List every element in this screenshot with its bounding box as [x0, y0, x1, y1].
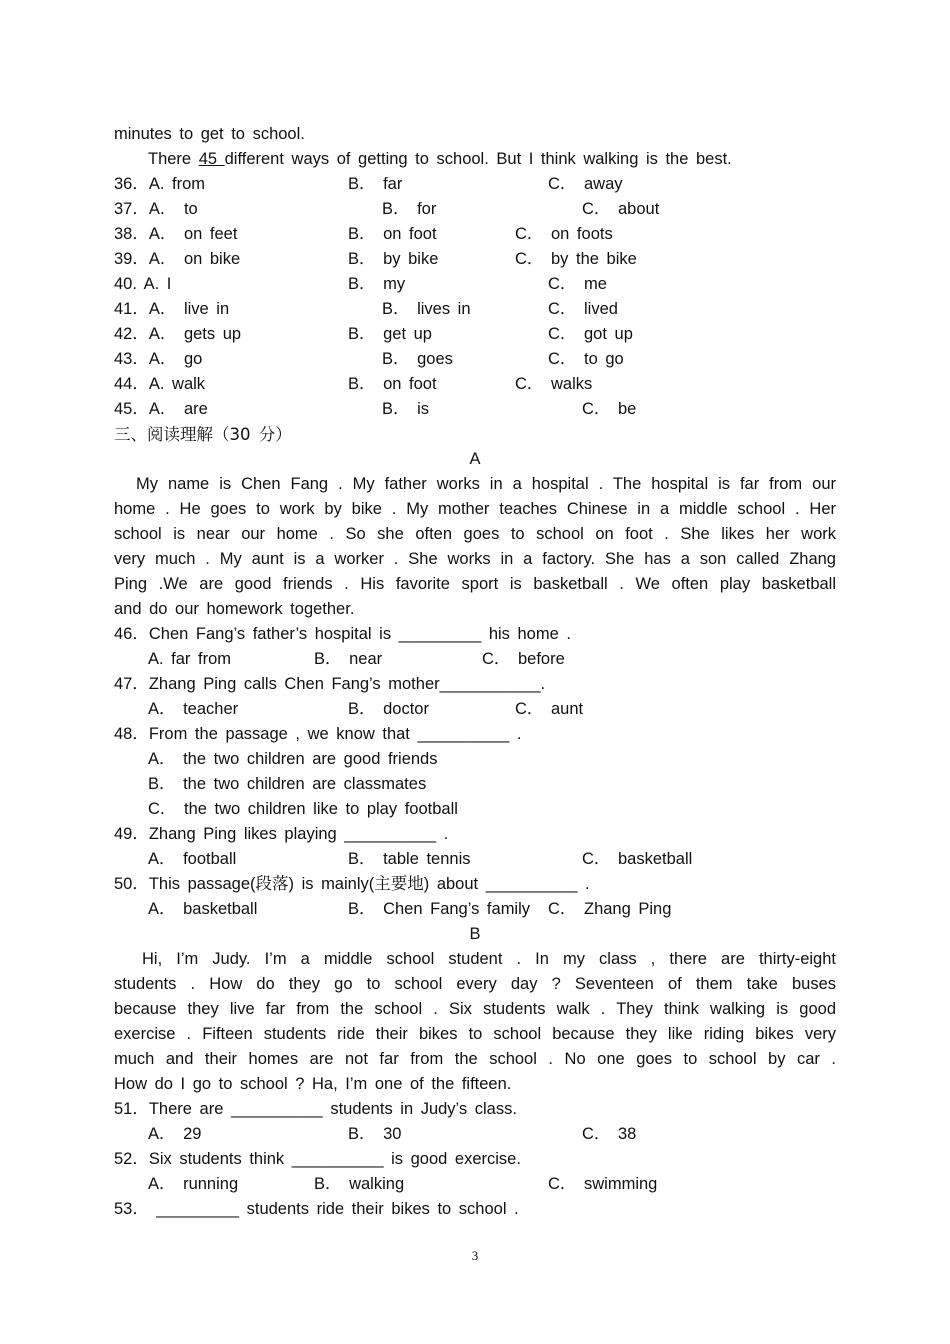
cloze-option-a: 40. A. I — [114, 275, 172, 293]
question-48-option-b — [114, 772, 836, 797]
question-53-stem: 53． _________ students ride their bikes to school . — [114, 1200, 519, 1218]
passage-b-line: because they live far from the school . Six students walk . They think walking is good — [114, 1000, 836, 1018]
question-48-stem: 48．From the passage , we know that __________ . — [114, 725, 522, 743]
cloze-row-38 — [114, 222, 836, 247]
cloze-option-a: 37．A． to — [114, 200, 198, 218]
cloze-option-b: B． on foot — [348, 375, 437, 393]
option-a: A． 29 — [148, 1125, 202, 1143]
cloze-row-36 — [114, 172, 836, 197]
question-48-option-a — [114, 747, 836, 772]
cloze-option-a: 43．A． go — [114, 350, 203, 368]
option-a: A． running — [148, 1175, 239, 1193]
passage-b-line: How do I go to school ? Ha, I’m one of the fifteen. — [114, 1075, 512, 1093]
passage-b-label: B — [469, 925, 481, 943]
passage-a-line: Ping .We are good friends . His favorite sport is basketball . We often play basketball — [114, 575, 836, 593]
cloze-option-c: C． lived — [548, 300, 618, 318]
passage-b-line: Hi, I’m Judy. I’m a middle school student . In my class , there are thirty-eight — [142, 950, 836, 968]
option-b: B． the two children are classmates — [148, 775, 427, 793]
answer-blank-45: 45 — [198, 150, 225, 168]
cloze-option-b: B． goes — [382, 350, 453, 368]
option-b: B． table tennis — [348, 850, 471, 868]
option-a: A． teacher — [148, 700, 239, 718]
option-a: A. far from — [148, 650, 232, 668]
cloze-option-b: B． on foot — [348, 225, 437, 243]
question-47-options — [114, 697, 836, 722]
question-48-option-c — [114, 797, 836, 822]
cloze-option-c: C． to go — [548, 350, 624, 368]
cloze-option-b: B． get up — [348, 325, 432, 343]
option-c: C． aunt — [515, 700, 584, 718]
option-c: C． basketball — [582, 850, 693, 868]
option-a: A． football — [148, 850, 237, 868]
cloze-option-b: B． for — [382, 200, 437, 218]
cloze-row-37 — [114, 197, 836, 222]
question-46-options — [114, 647, 836, 672]
cloze-row-42 — [114, 322, 836, 347]
passage-a-label: A — [469, 450, 481, 468]
passage-a-line: My name is Chen Fang . My father works in a hospital . The hospital is far from our — [136, 475, 836, 493]
passage-a-line: school is near our home . So she often goes to school on foot . She likes her work — [114, 525, 836, 543]
question-46-stem: 46．Chen Fang’s father’s hospital is _________ his home . — [114, 625, 571, 643]
cloze-option-a: 41．A． live in — [114, 300, 230, 318]
page-content — [114, 122, 836, 1222]
passage-b-line: much and their homes are not far from the school . No one goes to school by car . — [114, 1050, 836, 1068]
cloze-option-a: 39．A． on bike — [114, 250, 241, 268]
cloze-option-b: B． is — [382, 400, 430, 418]
question-52-options — [114, 1172, 836, 1197]
cloze-option-c: C． on foots — [515, 225, 613, 243]
question-49-stem: 49．Zhang Ping likes playing __________ . — [114, 825, 449, 843]
passage-b-line: students . How do they go to school every day ? Seventeen of them take buses — [114, 975, 836, 993]
cloze-option-c: C． by the bike — [515, 250, 637, 268]
cloze-row-43 — [114, 347, 836, 372]
cloze-option-a: 45．A． are — [114, 400, 208, 418]
option-c: C． the two children like to play football — [148, 800, 458, 818]
cloze-row-39 — [114, 247, 836, 272]
option-b: B． doctor — [348, 700, 429, 718]
question-51-options — [114, 1122, 836, 1147]
question-50-options — [114, 897, 836, 922]
option-c: C． swimming — [548, 1175, 658, 1193]
passage-b-line: exercise . Fifteen students ride their bikes to school because they like riding bikes very — [114, 1025, 836, 1043]
intro-text-pre: There — [148, 150, 199, 168]
question-49-options — [114, 847, 836, 872]
cloze-option-a: 36．A. from — [114, 175, 206, 193]
cloze-option-b: B． far — [348, 175, 403, 193]
option-b: B． Chen Fang’s family — [348, 900, 531, 918]
cloze-option-a: 44．A. walk — [114, 375, 206, 393]
cloze-option-c: C． be — [582, 400, 637, 418]
cloze-option-b: B． by bike — [348, 250, 439, 268]
cloze-row-45 — [114, 397, 836, 422]
cloze-row-44 — [114, 372, 836, 397]
passage-a-line: home . He goes to work by bike . My mother teaches Chinese in a middle school . Her — [114, 500, 836, 518]
option-c: C． before — [482, 650, 565, 668]
cloze-option-c: C． away — [548, 175, 623, 193]
option-b: B． 30 — [348, 1125, 402, 1143]
cloze-option-b: B． lives in — [382, 300, 471, 318]
intro-line-1: minutes to get to school. — [114, 125, 305, 143]
cloze-row-41 — [114, 297, 836, 322]
cloze-row-40 — [114, 272, 836, 297]
option-b: B． near — [314, 650, 383, 668]
intro-text-post: different ways of getting to school. But I think walking is the best. — [224, 150, 732, 168]
question-51-stem: 51．There are __________ students in Judy’s class. — [114, 1100, 517, 1118]
cloze-option-a: 42．A． gets up — [114, 325, 242, 343]
cloze-option-c: C． about — [582, 200, 660, 218]
passage-a-line: very much . My aunt is a worker . She works in a factory. She has a son called Zhang — [114, 550, 836, 568]
question-52-stem: 52．Six students think __________ is good exercise. — [114, 1150, 521, 1168]
question-50-stem: 50．This passage(段落) is mainly(主要地) about __________ . — [114, 875, 590, 893]
option-c: C． 38 — [582, 1125, 637, 1143]
option-b: B． walking — [314, 1175, 405, 1193]
passage-a-line: and do our homework together. — [114, 600, 355, 618]
question-47-stem: 47．Zhang Ping calls Chen Fang’s mother___________. — [114, 675, 546, 693]
cloze-option-c: C． walks — [515, 375, 593, 393]
cloze-option-b: B． my — [348, 275, 406, 293]
section-heading: 三、阅读理解（30 分） — [114, 425, 292, 444]
intro-line-2 — [114, 147, 836, 172]
cloze-option-c: C． got up — [548, 325, 633, 343]
option-a: A． the two children are good friends — [148, 750, 438, 768]
cloze-option-c: C． me — [548, 275, 607, 293]
option-a: A． basketball — [148, 900, 258, 918]
page-number: 3 — [471, 1248, 479, 1263]
cloze-option-a: 38．A． on feet — [114, 225, 238, 243]
option-c: C． Zhang Ping — [548, 900, 672, 918]
